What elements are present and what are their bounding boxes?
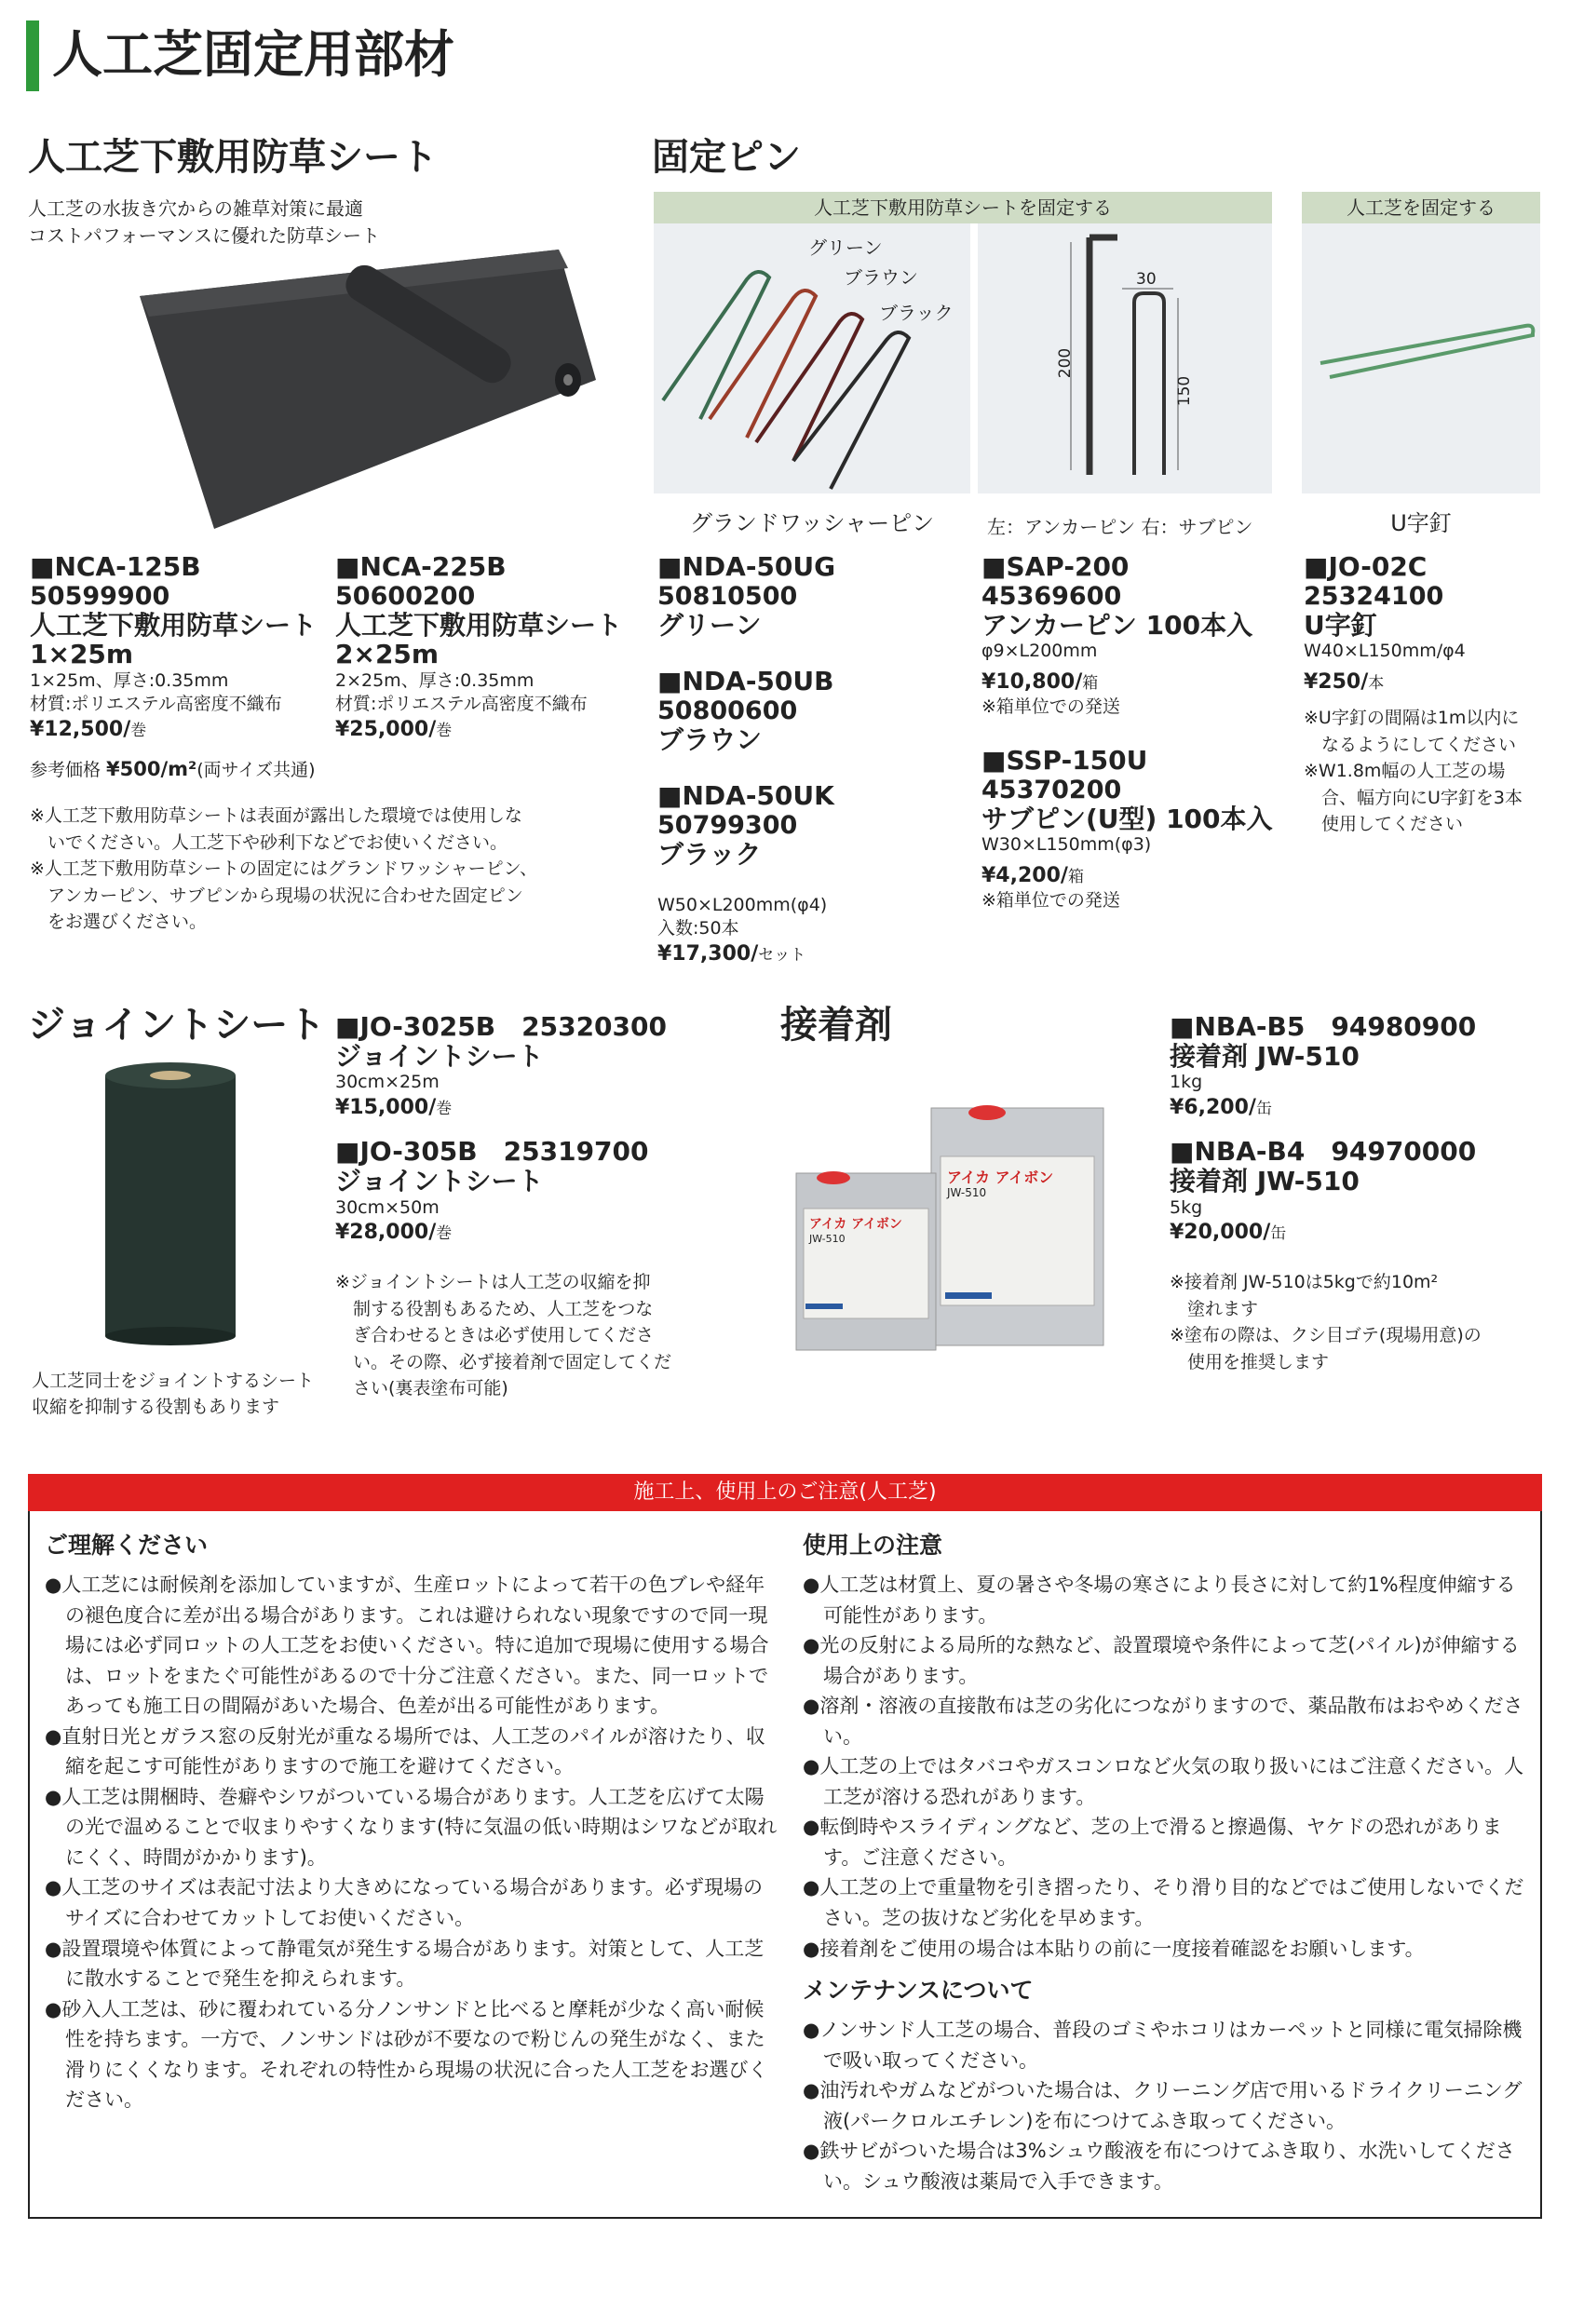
adhesive-section-title: 接着剤 xyxy=(780,1004,892,1047)
product-price: ¥12,500/ xyxy=(30,717,131,741)
product-name: U字釘 xyxy=(1304,609,1377,641)
adhesive-note: ※接着剤 JW-510は5kgで約10m² 塗れます ※塗布の際は、クシ目ゴテ(現場用意)の 使用を推奨します xyxy=(1170,1272,1482,1372)
joint-products xyxy=(335,1013,726,1247)
list-item: ● 溶剤・溶液の直接散布は芝の劣化につながりますので、薬品散布はおやめください。 xyxy=(803,1691,1529,1751)
list-item: ● 油汚れやガムなどがついた場合は、クリーニング店で用いるドライクリーニング液(パークロルエチレン)を布につけてふき取ってください。 xyxy=(803,2075,1529,2136)
anchor-pin-image xyxy=(978,223,1272,493)
product-sap-200 xyxy=(981,553,1298,720)
product-spec: W30×L150mm(φ3) xyxy=(981,834,1152,856)
list-item: ● 人工芝は材質上、夏の暑さや冬場の寒さにより長さに対して約1%程度伸縮する可能性があります。 xyxy=(803,1570,1529,1630)
product-code: ■ NCA-225B xyxy=(335,553,643,582)
product-number: 45369600 xyxy=(981,581,1122,611)
product-code: JO-3025B xyxy=(359,1011,496,1042)
product-number: 94970000 xyxy=(1331,1136,1477,1168)
washer-pin-caption: グランドワッシャーピン xyxy=(689,510,935,536)
price-unit: 巻 xyxy=(436,1224,453,1244)
product-number: 50810500 xyxy=(657,581,798,611)
can-label-large: アイカ アイボン xyxy=(947,1169,1054,1186)
product-number: 50600200 xyxy=(335,581,476,611)
product-name: ジョイントシート xyxy=(335,1166,544,1197)
product-code: ■ NDA-50UG xyxy=(657,553,955,582)
product-spec: φ9×L200mm xyxy=(981,641,1098,662)
product-name: 接着剤 JW-510 xyxy=(1170,1040,1360,1072)
product-name: アンカーピン 100本入 xyxy=(981,609,1253,641)
product-nca-125b xyxy=(30,553,337,743)
list-item: ● ノンサンド人工芝の場合、普段のゴミやホコリはカーペットと同様に電気掃除機で吸い取ってください。 xyxy=(803,2015,1529,2075)
product-code: NBA-B5 xyxy=(1194,1011,1306,1042)
product-price: ¥25,000/ xyxy=(335,717,437,741)
product-number: 25324100 xyxy=(1304,581,1444,611)
price-unit: 缶 xyxy=(1255,1099,1272,1118)
product-spec: 1kg xyxy=(1170,1072,1203,1093)
price-unit: 巻 xyxy=(130,721,147,740)
product-jo-02c xyxy=(1304,553,1546,838)
product-code: ■ NDA-50UK xyxy=(657,782,955,811)
reference-price-label: 参考価格 xyxy=(30,760,107,780)
anchor-pin-caption: 左：アンカーピン 右：サブピン xyxy=(987,516,1253,538)
product-spec: 30cm×50m xyxy=(335,1196,440,1218)
maintenance-list xyxy=(803,2015,1529,2196)
product-code: ■ NCA-125B xyxy=(30,553,337,582)
joint-section-title: ジョイントシート xyxy=(28,1004,326,1047)
list-item: ● 直射日光とガラス窓の反射光が重なる場所では、人工芝のパイルが溶けたり、収縮を起こす可能性がありますので施工を避けてください。 xyxy=(45,1722,780,1782)
product-code: ■ SAP-200 xyxy=(981,553,1298,582)
product-price: ¥4,200/ xyxy=(981,863,1068,887)
label-brown: ブラウン xyxy=(844,266,918,289)
product-price: ¥250/ xyxy=(1304,669,1369,694)
product-number: 94980900 xyxy=(1331,1011,1477,1042)
caution-left-title: ご理解ください xyxy=(45,1532,209,1559)
price-unit: 箱 xyxy=(1067,867,1084,886)
joint-photo-caption: 人工芝同士をジョイントするシート 収縮を抑制する役割もあります xyxy=(32,1371,315,1417)
price-unit: 缶 xyxy=(1270,1224,1287,1244)
dim-30: 30 xyxy=(1136,270,1157,289)
list-item: ● 接着剤をご使用の場合は本貼りの前に一度接着確認をお願いします。 xyxy=(803,1934,1529,1965)
product-price: ¥20,000/ xyxy=(1170,1221,1271,1245)
product-number: 25319700 xyxy=(503,1136,649,1168)
product-code: NBA-B4 xyxy=(1194,1136,1306,1168)
adhesive-products xyxy=(1170,1013,1542,1247)
list-item: ● 設置環境や体質によって静電気が発生する場合があります。対策として、人工芝に散水することで発生を抑えられます。 xyxy=(45,1934,780,1994)
dim-150: 150 xyxy=(1175,375,1195,407)
washer-pin-price: ¥17,300/ xyxy=(657,941,759,966)
product-code: ■ SSP-150U xyxy=(981,747,1298,776)
list-item: ● 人工芝は開梱時、巻癖やシワがついている場合があります。人工芝を広げて太陽の光で温めることで収まりやすくなります(特に気温の低い時期はシワなどが取れにくく、時間がかかります)。 xyxy=(45,1782,780,1873)
product-name: グリーン xyxy=(657,609,762,641)
washer-pin-products xyxy=(657,553,955,967)
washer-pin-spec: W50×L200mm(φ4) 入数:50本 xyxy=(657,894,828,939)
product-price: ¥15,000/ xyxy=(335,1095,437,1119)
product-number: 50599900 xyxy=(30,581,170,611)
product-spec: 30cm×25m xyxy=(335,1072,440,1093)
washer-pins-drawing xyxy=(654,223,970,493)
price-unit: 巻 xyxy=(436,1099,453,1118)
product-note: ※U字釘の間隔は1m以内に なるようにしてください ※W1.8m幅の人工芝の場 合、幅方向にU字釘を3本 使用してください xyxy=(1304,708,1523,835)
product-spec: W40×L150mm/φ4 xyxy=(1304,641,1466,662)
product-spec: 2×25m、厚さ:0.35mm 材質:ポリエステル高密度不織布 xyxy=(335,669,588,715)
can-label-model-large: JW-510 xyxy=(947,1186,987,1199)
washer-pin-image xyxy=(654,223,970,493)
product-code: JO-305B xyxy=(359,1136,478,1168)
product-spec: 1×25m、厚さ:0.35mm 材質:ポリエステル高密度不織布 xyxy=(30,669,282,715)
product-number: 50799300 xyxy=(657,811,798,841)
sheet-section-title: 人工芝下敷用防草シート xyxy=(28,136,438,179)
product-price: ¥28,000/ xyxy=(335,1221,437,1245)
u-nail-caption: U字釘 xyxy=(1390,510,1452,536)
can-label-small: アイカ アイボン xyxy=(809,1217,902,1232)
price-unit: 箱 xyxy=(1082,673,1099,693)
product-ssp-150u xyxy=(981,747,1298,913)
caution-right-title: 使用上の注意 xyxy=(803,1532,943,1559)
product-code: ■ JO-02C xyxy=(1304,553,1546,582)
product-name: サブピン(U型) 100本入 xyxy=(981,803,1273,834)
reference-price xyxy=(30,756,316,781)
product-note: ※箱単位での発送 xyxy=(981,696,1120,718)
maintenance-title: メンテナンスについて xyxy=(803,1977,1034,2004)
product-spec: 5kg xyxy=(1170,1196,1203,1218)
pins-section-title: 固定ピン xyxy=(652,136,801,179)
anchor-pin-drawing xyxy=(978,223,1272,493)
list-item: ● 人工芝の上で重量物を引き摺ったり、そり滑り目的などではご使用しないでください。芝の抜けなど劣化を早めます。 xyxy=(803,1872,1529,1933)
price-unit: セット xyxy=(758,945,806,965)
reference-price-value: ¥500/m² xyxy=(106,758,197,780)
product-code: ■ NDA-50UB xyxy=(657,668,955,696)
product-name: 接着剤 JW-510 xyxy=(1170,1166,1360,1197)
reference-price-note: (両サイズ共通) xyxy=(196,760,316,780)
product-name: ジョイントシート xyxy=(335,1040,544,1072)
list-item: ● 光の反射による局所的な熱など、設置環境や条件によって芝(パイル)が伸縮する場合があります。 xyxy=(803,1630,1529,1691)
weed-sheet-roll-image xyxy=(130,231,596,538)
title-accent-bar xyxy=(26,20,39,91)
pins-header-turf: 人工芝を固定する xyxy=(1302,192,1540,223)
sheet-description: 人工芝の水抜き穴からの雑草対策に最適 コストパフォーマンスに優れた防草シート xyxy=(28,197,380,247)
product-name: 人工芝下敷用防草シート 1×25m xyxy=(30,609,318,670)
caution-right-list xyxy=(803,1570,1529,1964)
label-green: グリーン xyxy=(808,236,883,259)
list-item: ● 鉄サビがついた場合は3%シュウ酸液を布につけてふき取り、水洗いしてください。シュウ酸液は薬局で入手できます。 xyxy=(803,2136,1529,2196)
label-black: ブラック xyxy=(879,302,954,324)
product-name: 人工芝下敷用防草シート 2×25m xyxy=(335,609,623,670)
list-item: ● 転倒時やスライディングなど、芝の上で滑ると擦過傷、ヤケドの恐れがあります。ご注意ください。 xyxy=(803,1812,1529,1872)
dim-200: 200 xyxy=(1056,347,1076,379)
product-price: ¥6,200/ xyxy=(1170,1095,1256,1119)
product-number: 45370200 xyxy=(981,775,1122,804)
list-item: ● 人工芝には耐候剤を添加していますが、生産ロットによって若干の色ブレや経年の褪色度合に差が出る場合があります。これは避けられない現象ですので同一現場には必ず同ロットの人工芝をお使いください。特に追加で現場に使用する場合は、ロットをまたぐ可能性があるので十分ご注意ください。また、同一ロットであっても施工日の間隔があいた場合、色差が出る可能性があります。 xyxy=(45,1570,780,1722)
product-name: ブラウン xyxy=(657,724,763,756)
list-item: ● 人工芝の上ではタバコやガスコンロなど火気の取り扱いにはご注意ください。人工芝が溶ける恐れがあります。 xyxy=(803,1751,1529,1812)
caution-left-list xyxy=(45,1570,780,2115)
product-number: 50800600 xyxy=(657,696,798,725)
product-nca-225b xyxy=(335,553,643,743)
caution-header: 施工上、使用上のご注意(人工芝) xyxy=(28,1474,1542,1511)
u-nail-drawing xyxy=(1302,223,1540,493)
can-label-model-small: JW-510 xyxy=(809,1233,846,1245)
sheet-notes: ※人工芝下敷用防草シートは表面が露出した環境では使用しな いでください。人工芝下や砂利下などでお使いください。 ※人工芝下敷用防草シートの固定にはグランドワッシャーピン、 アンカーピン、サブピンから現場の状況に合わせた固定ピン をお選びください。 xyxy=(30,805,538,932)
price-unit: 巻 xyxy=(436,721,453,740)
product-note: ※箱単位での発送 xyxy=(981,890,1120,912)
product-number: 25320300 xyxy=(521,1011,667,1042)
joint-sheet-roll-image xyxy=(101,1057,240,1345)
product-price: ¥10,800/ xyxy=(981,669,1083,694)
product-name: ブラック xyxy=(657,839,762,871)
list-item: ● 砂入人工芝は、砂に覆われている分ノンサンドと比べると摩耗が少なく高い耐候性を持ちます。一方で、ノンサンドは砂が不要なので粉じんの発生がなく、また滑りにくくなります。それぞれの特性から現場の状況に合った人工芝をお選びください。 xyxy=(45,1994,780,2115)
pins-header-sheet: 人工芝下敷用防草シートを固定する xyxy=(654,192,1272,223)
page-title: 人工芝固定用部材 xyxy=(52,25,454,84)
u-nail-image xyxy=(1302,223,1540,493)
price-unit: 本 xyxy=(1368,673,1385,693)
list-item: ● 人工芝のサイズは表記寸法より大きめになっている場合があります。必ず現場のサイズに合わせてカットしてお使いください。 xyxy=(45,1872,780,1933)
joint-note: ※ジョイントシートは人工芝の収縮を抑 制する役割もあるため、人工芝をつな ぎ合わせるときは必ず使用してくださ い。その際、必ず接着剤で固定してくだ さい(裏表塗布可能) xyxy=(335,1272,672,1398)
adhesive-cans-image xyxy=(787,1089,1108,1359)
